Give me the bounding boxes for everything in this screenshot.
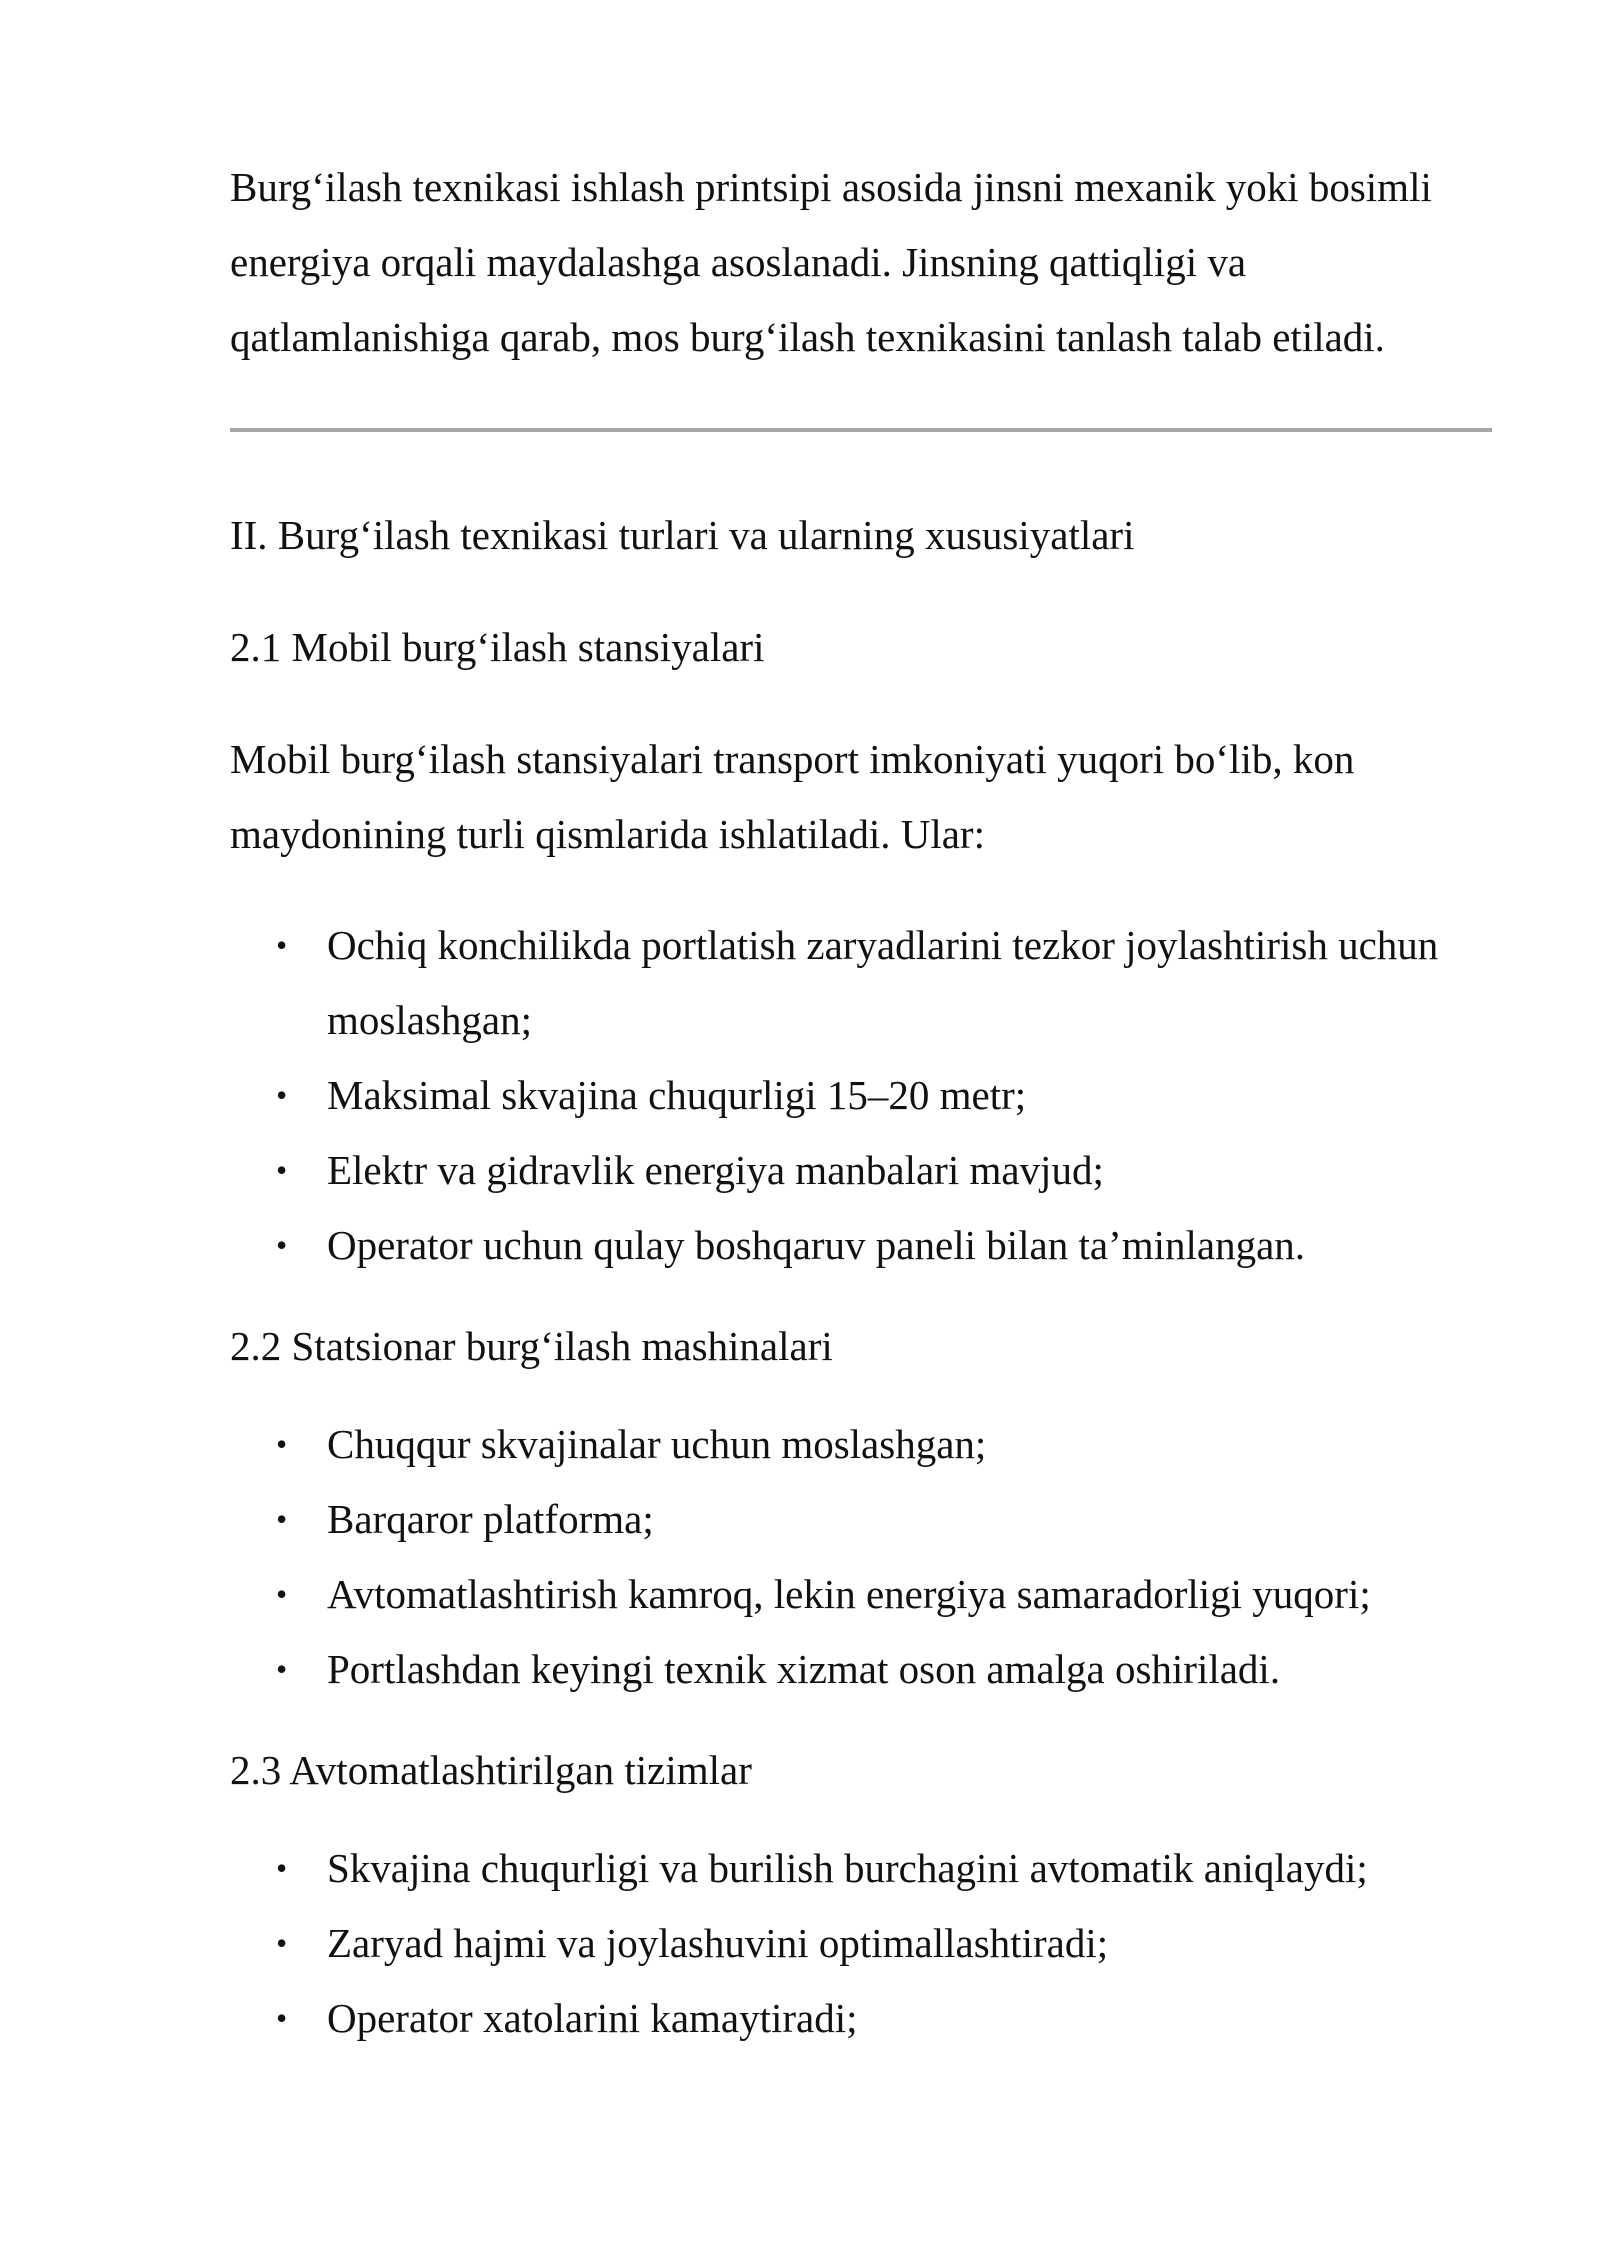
bullet-icon: • — [276, 1426, 288, 1462]
list-item-text: Operator uchun qulay boshqaruv paneli bilan ta’minlangan. — [327, 1222, 1306, 1268]
list-item-text: Barqaror platforma; — [327, 1496, 654, 1542]
bullet-icon: • — [276, 1152, 288, 1188]
list-item-text: Chuqqur skvajinalar uchun moslashgan; — [327, 1421, 987, 1467]
list-item — [230, 1058, 1490, 1133]
list-item — [230, 1557, 1490, 1632]
list-item — [230, 1208, 1490, 1283]
list-item — [230, 1632, 1490, 1707]
subsection-title-2-3: 2.3 Avtomatlashtirilgan tizimlar — [230, 1747, 752, 1793]
list-item-text: Ochiq konchilikda portlatish zaryadlarini tezkor joylashtirish uchun moslashgan; — [327, 922, 1439, 1043]
list-item-text: Portlashdan keyingi texnik xizmat oson amalga oshiriladi. — [327, 1646, 1281, 1692]
bullet-icon: • — [276, 927, 288, 963]
bullet-icon: • — [276, 1501, 288, 1537]
list-item-text: Elektr va gidravlik energiya manbalari mavjud; — [327, 1147, 1104, 1193]
list-item-text: Skvajina chuqurligi va burilish burchagini avtomatik aniqlaydi; — [327, 1845, 1368, 1891]
list-item — [230, 908, 1490, 1058]
subsection-2-1-paragraph: Mobil burg‘ilash stansiyalari transport imkoniyati yuqori bo‘lib, kon maydonining turli qismlarida ishlatiladi. Ular: — [230, 736, 1355, 857]
list-item-text: Avtomatlashtirish kamroq, lekin energiya samaradorligi yuqori; — [327, 1571, 1371, 1617]
intro-paragraph: Burg‘ilash texnikasi ishlash printsipi asosida jinsni mexanik yoki bosimli energiya orqali maydalashga asoslanadi. Jinsning qattiqligi va qatlamlanishiga qarab, mos burg‘ilash texnikasini tanlash talab etiladi. — [230, 164, 1432, 360]
bullet-icon: • — [276, 1651, 288, 1687]
list-item — [230, 1482, 1490, 1557]
list-item — [230, 1407, 1490, 1482]
bullet-icon: • — [276, 1576, 288, 1612]
list-item — [230, 1981, 1490, 2056]
list-item — [230, 1831, 1490, 1906]
bullet-icon: • — [276, 1077, 288, 1113]
bullet-icon: • — [276, 1925, 288, 1961]
list-2-1 — [230, 908, 1490, 1283]
list-item — [230, 1133, 1490, 1208]
list-2-2 — [230, 1407, 1490, 1707]
bullet-icon: • — [276, 2000, 288, 2036]
bullet-icon: • — [276, 1850, 288, 1886]
document-page — [230, 150, 1490, 2056]
bullet-icon: • — [276, 1227, 288, 1263]
list-2-3 — [230, 1831, 1490, 2056]
subsection-title-2-2: 2.2 Statsionar burg‘ilash mashinalari — [230, 1323, 833, 1369]
list-item-text: Maksimal skvajina chuqurligi 15–20 metr; — [327, 1072, 1027, 1118]
subsection-title-2-1: 2.1 Mobil burg‘ilash stansiyalari — [230, 624, 765, 670]
section-title: II. Burg‘ilash texnikasi turlari va ularning xususiyatlari — [230, 512, 1135, 558]
list-item-text: Operator xatolarini kamaytiradi; — [327, 1995, 858, 2041]
list-item — [230, 1906, 1490, 1981]
list-item-text: Zaryad hajmi va joylashuvini optimallashtiradi; — [327, 1920, 1109, 1966]
